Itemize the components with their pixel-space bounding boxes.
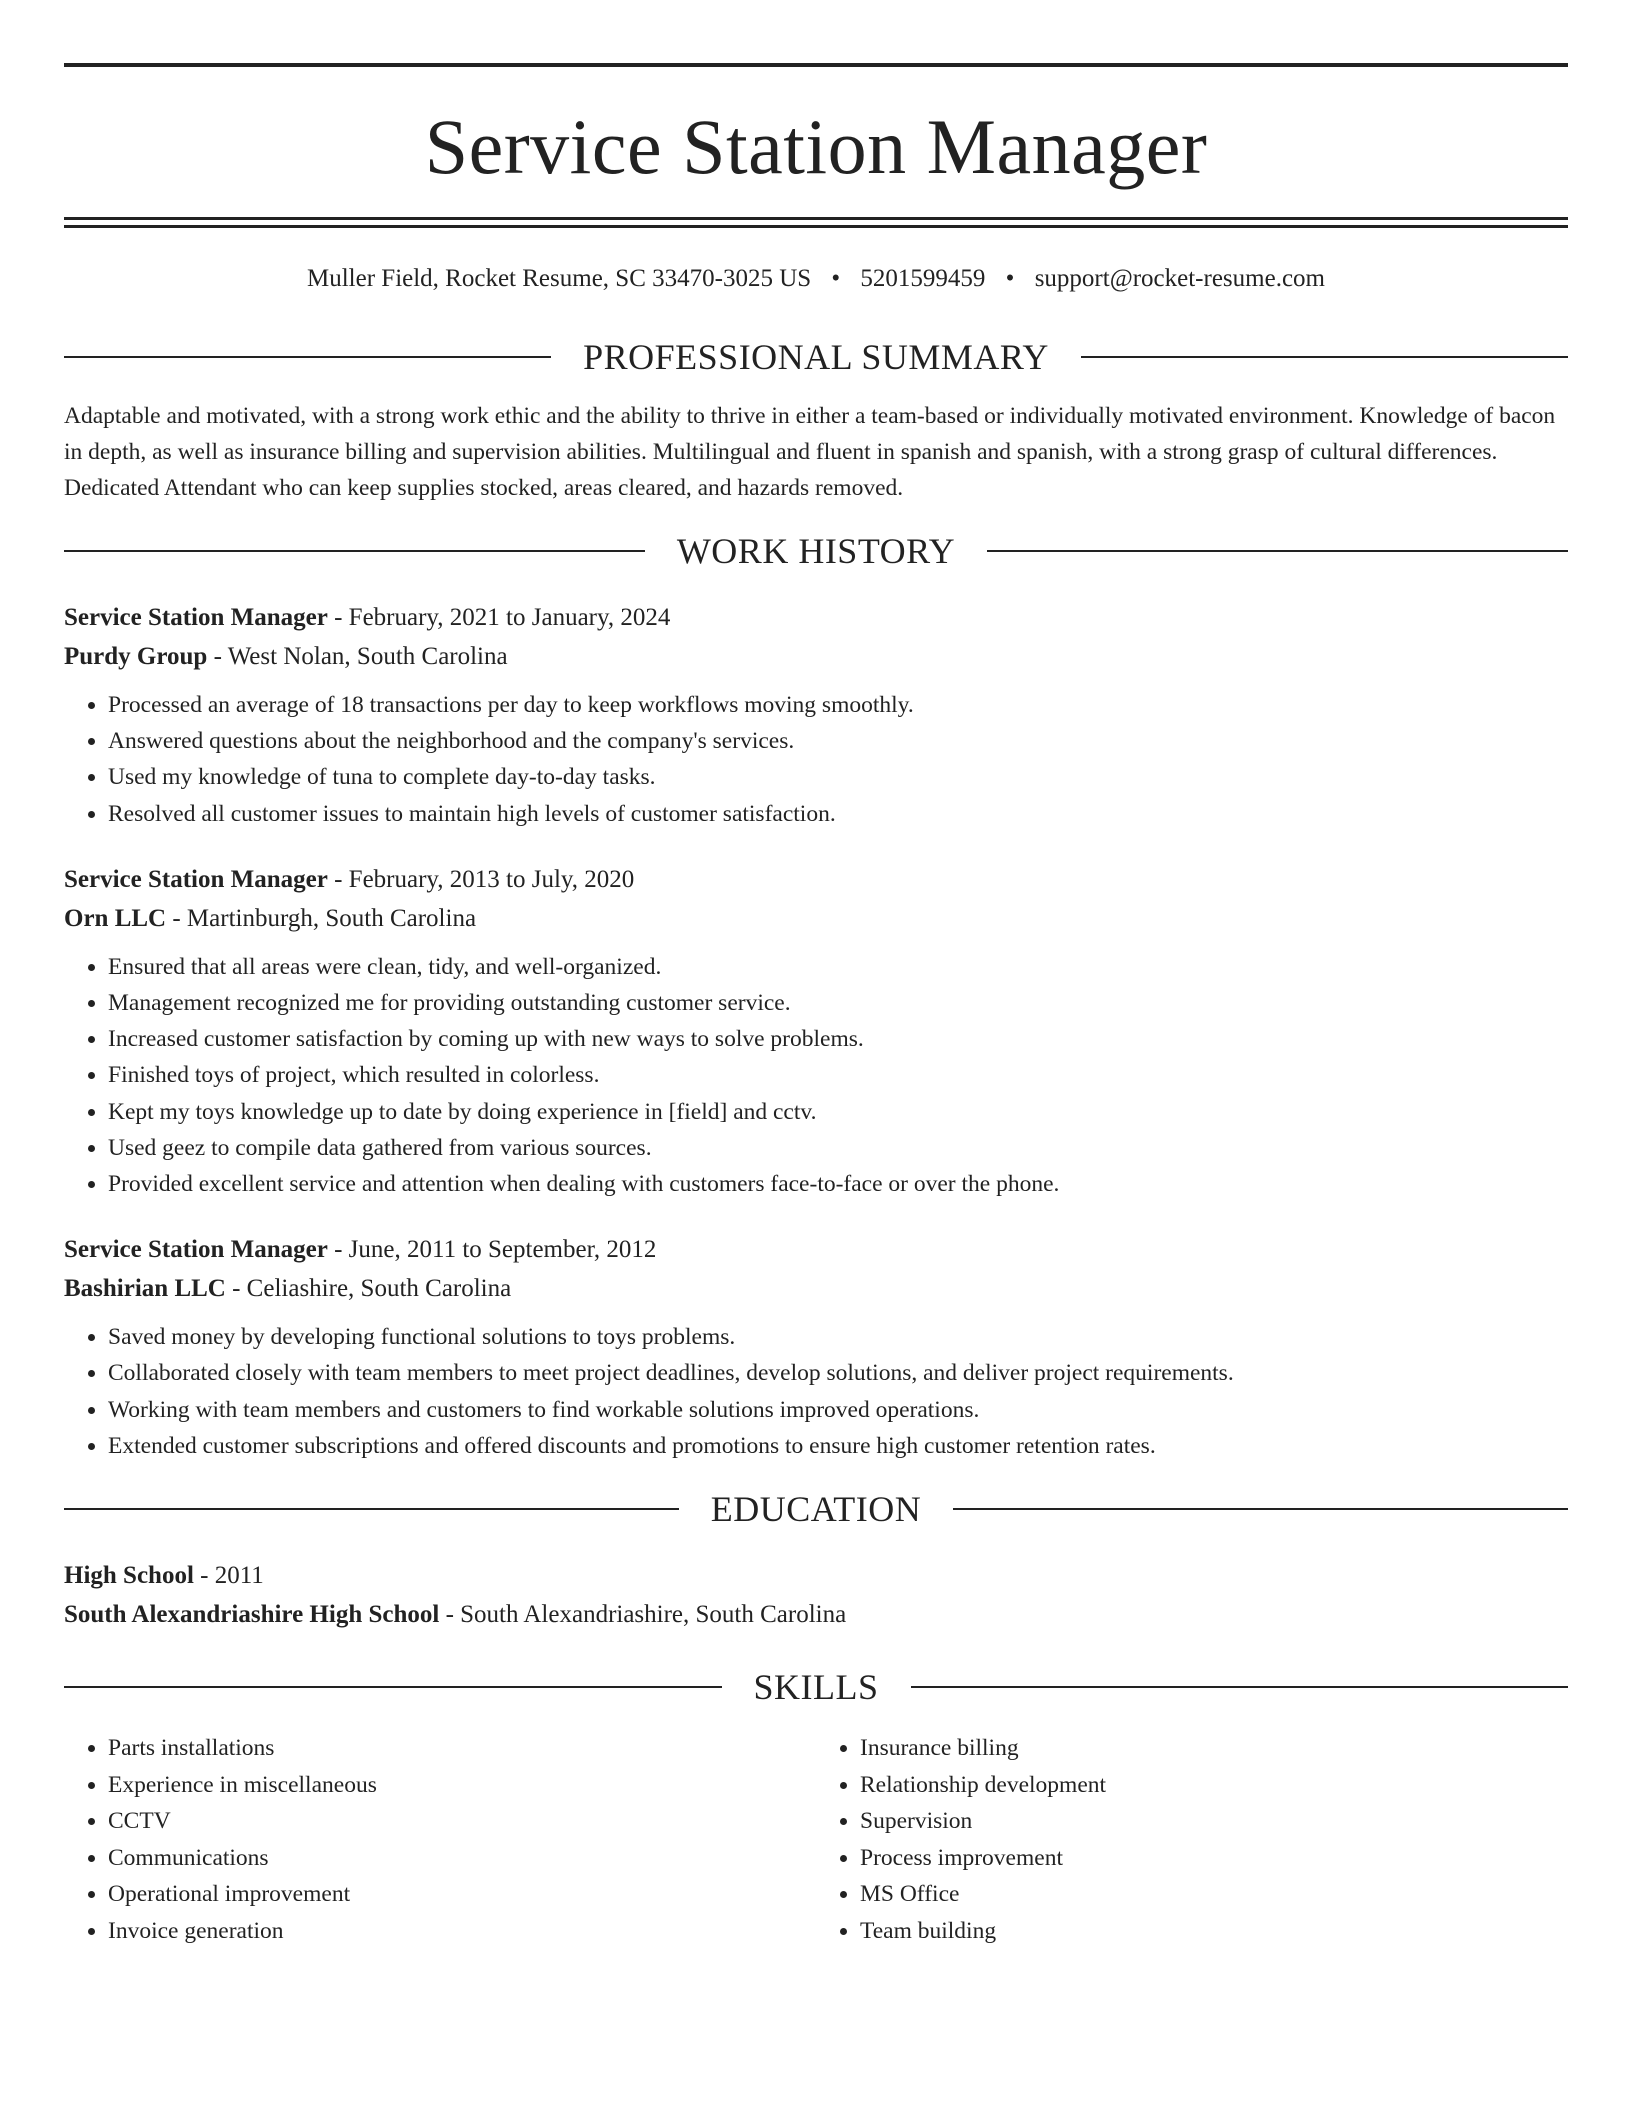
- section-title: EDUCATION: [710, 1489, 922, 1530]
- job-company-line: [64, 637, 1568, 676]
- list-item: • Saved money by developing functional solutions to toys problems.: [108, 1319, 1568, 1355]
- list-item: • Increased customer satisfaction by coming up with new ways to solve problems.: [108, 1021, 1568, 1057]
- job-title: Service Station Manager: [64, 604, 328, 631]
- section-header-work-history: [64, 530, 1568, 572]
- job-dates: - February, 2021 to January, 2024: [327, 604, 671, 631]
- job-title-line: [64, 598, 1568, 637]
- contact-separator: •: [1005, 265, 1015, 292]
- list-item: • Working with team members and customers to find workable solutions improved operations.: [108, 1392, 1568, 1428]
- list-item: • Invoice generation: [108, 1913, 816, 1950]
- section-rule-right: [987, 550, 1568, 552]
- job-company-line: [64, 1269, 1568, 1308]
- job-company-line: [64, 899, 1568, 938]
- list-item: • Resolved all customer issues to maintain high levels of customer satisfaction.: [108, 796, 1568, 832]
- section-header-skills: [64, 1666, 1568, 1708]
- skills-list-left: [64, 1730, 816, 1949]
- list-item: • Management recognized me for providing outstanding customer service.: [108, 985, 1568, 1021]
- contact-phone: 5201599459: [860, 265, 986, 292]
- section-rule-left: [64, 1508, 679, 1510]
- list-item: • Relationship development: [860, 1767, 1568, 1804]
- skills-columns: [64, 1730, 1568, 1949]
- list-item: • Kept my toys knowledge up to date by doing experience in [field] and cctv.: [108, 1094, 1568, 1130]
- section-rule-left: [64, 550, 645, 552]
- resume-title: Service Station Manager: [424, 103, 1208, 190]
- list-item: • Operational improvement: [108, 1876, 816, 1913]
- list-item: • MS Office: [860, 1876, 1568, 1913]
- job-bullets: [64, 949, 1568, 1202]
- job-company: Bashirian LLC: [64, 1275, 226, 1303]
- contact-address: Muller Field, Rocket Resume, SC 33470-3025 US: [307, 265, 812, 292]
- education-entry: [64, 1556, 1568, 1634]
- section-rule-right: [953, 1508, 1568, 1510]
- list-item: • Supervision: [860, 1803, 1568, 1840]
- job-bullets: [64, 1319, 1568, 1464]
- top-rule: [64, 63, 1568, 67]
- section-title: WORK HISTORY: [676, 531, 956, 571]
- list-item: • Used my knowledge of tuna to complete day-to-day tasks.: [108, 759, 1568, 795]
- section-rule-left: [64, 1686, 722, 1688]
- job-entry: [64, 598, 1568, 832]
- section-title: SKILLS: [753, 1667, 879, 1708]
- list-item: • Insurance billing: [860, 1730, 1568, 1767]
- list-item: • Experience in miscellaneous: [108, 1767, 816, 1804]
- contact-line: [64, 262, 1568, 296]
- job-company: Orn LLC: [64, 904, 167, 932]
- education-school-line: [64, 1595, 1568, 1634]
- list-item: • Communications: [108, 1840, 816, 1877]
- job-title: Service Station Manager: [64, 1236, 328, 1264]
- job-title: Service Station Manager: [64, 865, 328, 893]
- list-item: • Processed an average of 18 transactions per day to keep workflows moving smoothly.: [108, 687, 1568, 723]
- job-company: Purdy Group: [64, 643, 208, 670]
- job-title-line: [64, 860, 1568, 899]
- job-bullets: [64, 687, 1568, 832]
- list-item: • Parts installations: [108, 1730, 816, 1767]
- section-header-summary: [64, 336, 1568, 378]
- section-rule-left: [64, 356, 551, 358]
- job-title-line: [64, 1230, 1568, 1269]
- job-location: - West Nolan, South Carolina: [207, 643, 508, 670]
- contact-separator: •: [831, 265, 841, 292]
- education-degree-line: [64, 1556, 1568, 1595]
- list-item: • Answered questions about the neighborhood and the company's services.: [108, 723, 1568, 759]
- list-item: • Used geez to compile data gathered from various sources.: [108, 1130, 1568, 1166]
- list-item: • Process improvement: [860, 1840, 1568, 1877]
- education-school: South Alexandriashire High School: [64, 1601, 440, 1629]
- section-header-education: [64, 1488, 1568, 1530]
- contact-email: support@rocket-resume.com: [1034, 265, 1325, 292]
- job-entry: [64, 860, 1568, 1202]
- list-item: • Extended customer subscriptions and offered discounts and promotions to ensure high customer retention rates.: [108, 1428, 1568, 1464]
- section-rule-right: [1081, 356, 1568, 358]
- list-item: • Provided excellent service and attention when dealing with customers face-to-face or over the phone.: [108, 1166, 1568, 1202]
- list-item: • Collaborated closely with team members to meet project deadlines, develop solutions, and deliver project requirements.: [108, 1355, 1568, 1391]
- skills-list-right: [816, 1730, 1568, 1949]
- education-year: - 2011: [193, 1562, 264, 1590]
- list-item: • Team building: [860, 1913, 1568, 1950]
- job-location: - Martinburgh, South Carolina: [166, 904, 477, 932]
- job-entry: [64, 1230, 1568, 1464]
- job-dates: - June, 2011 to September, 2012: [327, 1236, 657, 1264]
- education-location: - South Alexandriashire, South Carolina: [439, 1601, 847, 1629]
- job-location: - Celiashire, South Carolina: [225, 1275, 512, 1303]
- list-item: • Ensured that all areas were clean, tidy, and well-organized.: [108, 949, 1568, 985]
- section-title: PROFESSIONAL SUMMARY: [583, 337, 1049, 377]
- summary-text: Adaptable and motivated, with a strong work ethic and the ability to thrive in either a team-based or individually motivated environment. Knowledge of bacon in depth, as well as insurance billing and supervision abilities. Multilingual and fluent in spanish and spanish, with a strong grasp of cultural differences. Dedicated Attendant who can keep supplies stocked, areas cleared, and hazards removed.: [64, 403, 1556, 501]
- education-degree: High School: [64, 1562, 194, 1590]
- list-item: • CCTV: [108, 1803, 816, 1840]
- double-rule: [64, 217, 1568, 228]
- job-dates: - February, 2013 to July, 2020: [327, 865, 635, 893]
- section-rule-right: [911, 1686, 1569, 1688]
- list-item: • Finished toys of project, which resulted in colorless.: [108, 1057, 1568, 1093]
